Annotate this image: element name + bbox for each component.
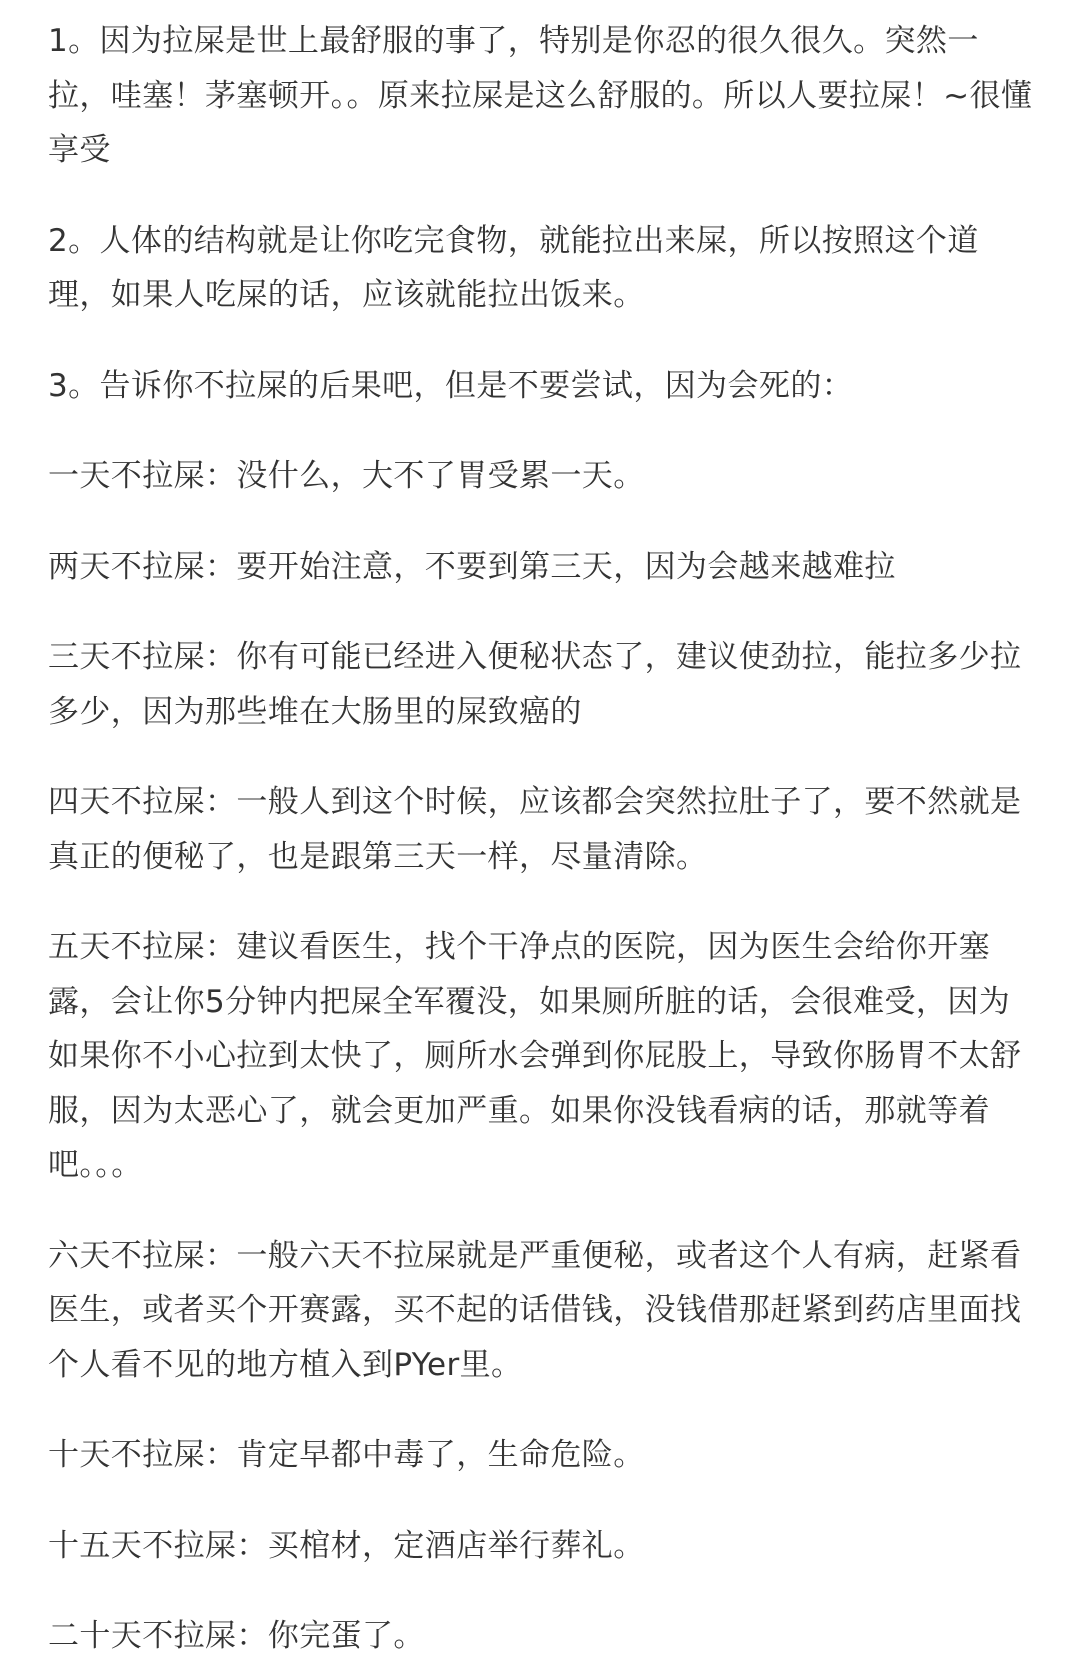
- paragraph-day-6: 六天不拉屎：一般六天不拉屎就是严重便秘，或者这个人有病，赶紧看医生，或者买个开赛露，买不起的话借钱，没钱借那赶紧到药店里面找个人看不见的地方植入到PYer里。: [48, 1237, 1022, 1383]
- paragraph-day-20: 二十天不拉屎：你完蛋了。: [48, 1618, 425, 1654]
- paragraph-day-15: 十五天不拉屎：买棺材，定酒店举行葬礼。: [48, 1527, 645, 1564]
- paragraph-day-10: 十天不拉屎：肯定早都中毒了，生命危险。: [48, 1437, 645, 1473]
- paragraph-1: 1。因为拉屎是世上最舒服的事了，特别是你忍的很久很久。突然一拉，哇塞！茅塞顿开。。原来拉屎是这么舒服的。所以人要拉屎！~很懂享受: [48, 23, 1033, 168]
- paragraph-day-3: 三天不拉屎：你有可能已经进入便秘状态了，建议使劲拉，能拉多少拉多少，因为那些堆在大肠里的屎致癌的: [48, 639, 1022, 730]
- paragraph-3: 3。告诉你不拉屎的后果吧，但是不要尝试，因为会死的：: [48, 367, 854, 404]
- paragraph-day-1: 一天不拉屎：没什么，大不了胃受累一天。: [48, 458, 645, 494]
- paragraph-day-5: 五天不拉屎：建议看医生，找个干净点的医院，因为医生会给你开塞露，会让你5分钟内把屎全军覆没，如果厕所脏的话，会很难受，因为如果你不小心拉到太快了，厕所水会弹到你屁股上，导致你肠胃不太舒服，因为太恶心了，就会更加严重。如果你没钱看病的话，那就等着吧。。。: [48, 929, 1022, 1183]
- paragraph-2: 2。人体的结构就是让你吃完食物，就能拉出来屎，所以按照这个道理，如果人吃屎的话，应该就能拉出饭来。: [48, 222, 979, 313]
- paragraph-day-2: 两天不拉屎：要开始注意，不要到第三天，因为会越来越难拉: [48, 548, 896, 585]
- paragraph-day-4: 四天不拉屎：一般人到这个时候，应该都会突然拉肚子了，要不然就是真正的便秘了，也是跟第三天一样，尽量清除。: [48, 784, 1022, 875]
